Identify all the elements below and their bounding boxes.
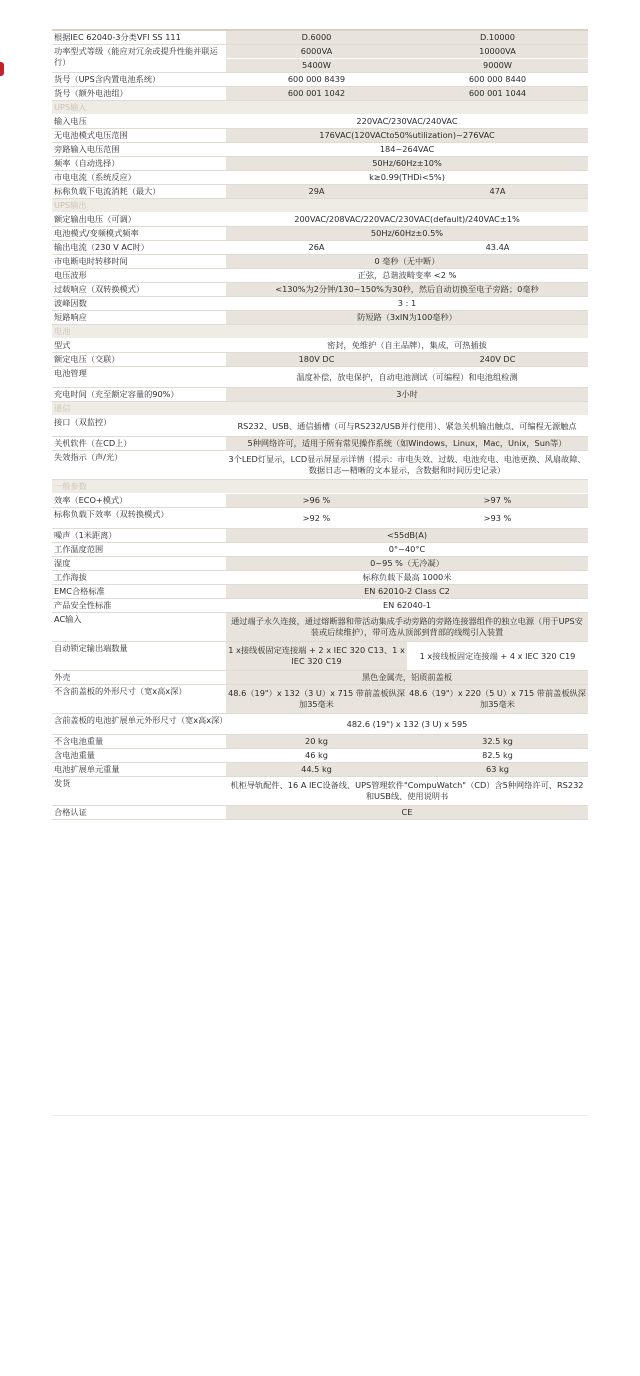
row-value: 482.6 (19") x 132 (3 U) x 595	[346, 718, 468, 729]
row-label: 效率（ECO+模式）	[54, 495, 128, 505]
row-value: 5种网络许可，适用于所有常见操作系统（如Windows，Linux，Mac，Unix，Sun等）	[226, 437, 588, 450]
row-value: 63 kg	[407, 763, 588, 776]
row-label: 额定电压（交联）	[54, 354, 120, 364]
row-value: 防短路（3xIN为100毫秒）	[226, 311, 588, 324]
row-label: 合格认证	[54, 807, 87, 817]
row-value: 184~264VAC	[379, 144, 435, 154]
spec-row	[52, 714, 588, 735]
spec-row	[52, 763, 588, 777]
spec-row	[52, 283, 588, 297]
row-value: 32.5 kg	[407, 735, 588, 748]
row-value: D.6000	[226, 31, 407, 44]
row-value: 600 000 8439	[287, 74, 346, 84]
row-value: 1 x接线板固定连接端 + 2 x IEC 320 C13、1 x IEC 320 C19	[226, 642, 407, 670]
row-label: 输出电流（230 V AC时）	[54, 242, 149, 252]
row-value: 0~95 %（无冷凝）	[226, 557, 588, 570]
row-label: 外壳	[54, 672, 71, 682]
spec-row	[52, 437, 588, 451]
row-label: 标称负载下效率（双转换模式）	[54, 509, 169, 519]
row-label: 频率（自动选择）	[54, 158, 120, 168]
row-label: 无电池模式电压范围	[54, 130, 128, 140]
spec-row	[52, 508, 588, 529]
row-value: <55dB(A)	[226, 529, 588, 542]
row-label: 自动锁定输出端数量	[54, 643, 128, 653]
spec-row	[52, 529, 588, 543]
row-value: 3 : 1	[397, 298, 417, 308]
spec-row	[52, 451, 588, 480]
spec-row	[52, 671, 588, 685]
spec-row	[52, 777, 588, 806]
row-value: 通过端子永久连接，通过熔断器和带活动集成手动旁路的旁路连接器组件的独立电源（用于UPS安装或后续维护），带可选从顶部到背部的线缆引入装置	[226, 613, 588, 641]
divider	[52, 1115, 588, 1116]
spec-row	[52, 494, 588, 508]
spec-row	[52, 269, 588, 283]
spec-row	[52, 642, 588, 671]
section-header: 通信	[52, 402, 588, 416]
spec-row	[52, 571, 588, 585]
row-label: 充电时间（充至额定容量的90%）	[54, 389, 179, 399]
row-value: 3个LED灯显示，LCD显示屏显示详情（提示：市电失效、过载、电池充电、电池更换、风扇故障、数据日志—精晰的文本显示，含数据和时间历史记录）	[228, 454, 586, 475]
row-value: 0°~40°C	[388, 544, 426, 554]
row-value: CE	[226, 806, 588, 819]
spec-row	[52, 388, 588, 402]
row-label: 发货	[54, 778, 71, 788]
row-value: 机柜导轨配件、16 A IEC设备线、UPS管理软件"CompuWatch"（CD）含5种网络许可、RS232和USB线、使用说明书	[230, 780, 584, 801]
row-label: 含电池重量	[54, 750, 95, 760]
spec-row	[52, 557, 588, 571]
row-label: 波峰因数	[54, 298, 87, 308]
spec-row	[52, 129, 588, 143]
row-value: D.10000	[407, 31, 588, 44]
row-label: 噪声（1米距离）	[54, 530, 117, 540]
row-value: 43.4A	[485, 242, 510, 252]
row-label: 过载响应（双转换模式）	[54, 284, 145, 294]
row-value: 1 x接线板固定连接端 + 4 x IEC 320 C19	[419, 650, 576, 661]
row-label: 货号（UPS含内置电池系统）	[54, 74, 161, 84]
section-header: 电池	[52, 325, 588, 339]
spec-row	[52, 241, 588, 255]
row-value: 5400W	[226, 59, 407, 72]
row-value: 176VAC(120VACto50%utilization)~276VAC	[226, 129, 588, 142]
row-label: 不含前盖板的外形尺寸（宽x高x深）	[54, 686, 187, 696]
row-label: 功率型式等级（能应对冗余或提升性能并联运行）	[54, 46, 218, 67]
row-label: 产品安全性标准	[54, 600, 112, 610]
spec-row	[52, 157, 588, 171]
spec-row	[52, 115, 588, 129]
spec-row	[52, 185, 588, 199]
row-value: 82.5 kg	[482, 750, 513, 760]
row-label: 电压波形	[54, 270, 87, 280]
row-label: 工作温度范围	[54, 544, 104, 554]
row-label: 含前盖板的电池扩展单元外形尺寸（宽x高x深）	[54, 715, 228, 725]
spec-row	[52, 143, 588, 157]
spec-row	[52, 806, 588, 820]
row-value: 47A	[407, 185, 588, 198]
row-label: 额定输出电压（可调）	[54, 214, 136, 224]
row-value: 46 kg	[305, 750, 328, 760]
spec-row	[52, 543, 588, 557]
row-label: 货号（额外电池组）	[54, 88, 128, 98]
section-header: UPS输出	[52, 199, 588, 213]
spec-row	[52, 339, 588, 353]
row-value: 48.6（19"）x 220（5 U）x 715 带前盖板纵深加35毫米	[407, 685, 588, 713]
row-label: 湿度	[54, 558, 71, 568]
row-value: 200VAC/208VAC/220VAC/230VAC(default)/240VAC±1%	[294, 214, 520, 224]
row-value: 10000VA	[407, 45, 588, 58]
row-value: 6000VA	[226, 45, 407, 58]
spec-row	[52, 749, 588, 763]
row-value: 黑色金属壳，铝质前盖板	[226, 671, 588, 684]
row-value: 温度补偿，放电保护，自动电池测试（可编程）和电池组检测	[296, 371, 518, 382]
row-value: 180V DC	[226, 353, 407, 366]
row-value: EN 62040-1	[382, 600, 432, 610]
row-value: 50Hz/60Hz±10%	[226, 157, 588, 170]
row-value: >97 %	[407, 494, 588, 507]
spec-row	[52, 213, 588, 227]
row-value: 600 000 8440	[468, 74, 527, 84]
spec-row	[52, 416, 588, 437]
section-header: 一般参数	[52, 480, 588, 494]
row-label: 失效指示（声/光）	[54, 452, 123, 462]
row-value: 29A	[226, 185, 407, 198]
row-label: 标称负载下电流消耗（最大）	[54, 186, 161, 196]
row-value: 44.5 kg	[226, 763, 407, 776]
row-value: 600 001 1042	[226, 87, 407, 100]
row-value: 240V DC	[407, 353, 588, 366]
row-label: 接口（双监控）	[54, 417, 112, 427]
row-label: 输入电压	[54, 116, 87, 126]
accent-marker	[0, 62, 4, 76]
row-value: 600 001 1044	[407, 87, 588, 100]
spec-row	[52, 735, 588, 749]
row-value: >92 %	[302, 512, 331, 523]
row-value: RS232、USB、通信插槽（可与RS232/USB并行使用）、紧急关机输出触点、可编程无源触点	[237, 420, 577, 431]
row-value: 50Hz/60Hz±0.5%	[226, 227, 588, 240]
row-value: 3小时	[226, 388, 588, 401]
row-value: 26A	[308, 242, 325, 252]
row-value: >93 %	[483, 512, 512, 523]
row-label: EMC合格标准	[54, 586, 105, 596]
row-value: 标称负载下最高 1000米	[362, 572, 452, 582]
spec-row	[52, 585, 588, 599]
row-label: 关机软件（在CD上）	[54, 438, 132, 448]
row-value: >96 %	[226, 494, 407, 507]
row-value: <130%为2分钟/130~150%为30秒，然后自动切换至电子旁路；0毫秒	[226, 283, 588, 296]
spec-row	[52, 171, 588, 185]
row-value: EN 62010-2 Class C2	[226, 585, 588, 598]
row-label: 工作海拔	[54, 572, 87, 582]
spec-row	[52, 353, 588, 367]
row-value: 20 kg	[226, 735, 407, 748]
spec-table	[52, 29, 588, 820]
row-label: 不含电池重量	[54, 736, 104, 746]
spec-row	[52, 367, 588, 388]
row-label: 型式	[54, 340, 71, 350]
spec-row	[52, 311, 588, 325]
spec-row	[52, 87, 588, 101]
row-value: k≥0.99(THDi<5%)	[369, 172, 445, 182]
spec-row	[52, 599, 588, 613]
row-label: 短路响应	[54, 312, 87, 322]
spec-row	[52, 227, 588, 241]
spec-row	[52, 613, 588, 642]
row-value: 0 毫秒（无中断）	[226, 255, 588, 268]
row-label: AC输入	[54, 614, 82, 624]
spec-row	[52, 31, 588, 45]
row-value: 48.6（19"）x 132（3 U）x 715 带前盖板纵深加35毫米	[226, 685, 407, 713]
row-label: 市电电流（系统反应）	[54, 172, 136, 182]
row-label: 根据IEC 62040-3分类VFI SS 111	[54, 32, 181, 42]
row-value: 正弦，总谐波畸变率 <2 %	[357, 270, 457, 280]
row-label: 电池管理	[54, 368, 87, 378]
section-header: UPS输入	[52, 101, 588, 115]
row-value: 9000W	[407, 59, 588, 72]
row-label: 旁路输入电压范围	[54, 144, 120, 154]
spec-row	[52, 255, 588, 269]
spec-row	[52, 73, 588, 87]
row-label: 电池扩展单元重量	[54, 764, 120, 774]
row-value: 密封，免维护（自主品牌），集成，可热插拔	[327, 340, 487, 350]
spec-row	[52, 297, 588, 311]
spec-row	[52, 685, 588, 714]
row-label: 市电断电时转移时间	[54, 256, 128, 266]
row-label: 电池模式/变频模式频率	[54, 228, 139, 238]
spec-row	[52, 45, 588, 73]
row-value: 220VAC/230VAC/240VAC	[356, 116, 458, 126]
